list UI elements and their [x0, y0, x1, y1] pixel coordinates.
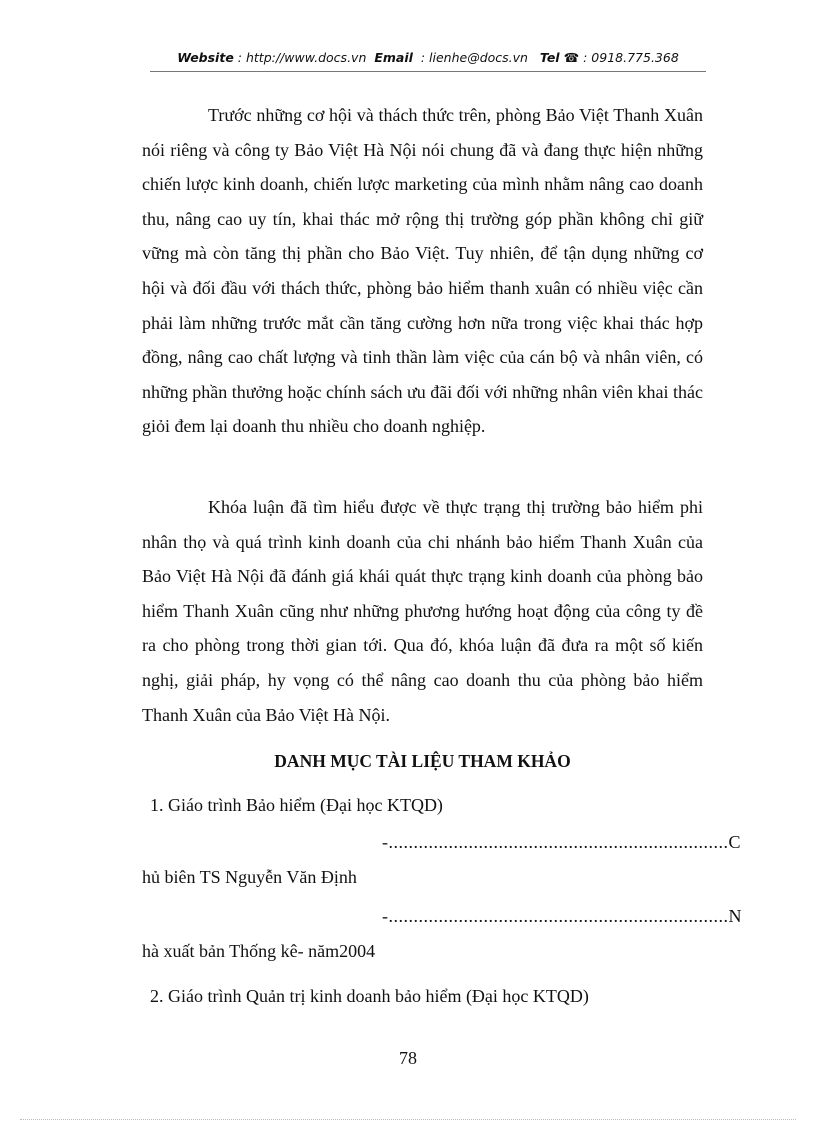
email-label: Email [374, 50, 413, 65]
header-divider [150, 71, 706, 72]
website-label: Website [177, 50, 234, 65]
paragraph-1-text: Trước những cơ hội và thách thức trên, phòng Bảo Việt Thanh Xuân nói riêng và công ty Bảo Việt Hà Nội nói chung đã và đang thực hiện những chiến lược kinh doanh, chiến lược marketing của mình nhằm nâng cao doanh thu, nâng cao uy tín, khai thác mở rộng thị trường góp phần không chỉ giữ vững mà còn tăng thị phần cho Bảo Việt. Tuy nhiên, để tận dụng những cơ hội và đối đầu với thách thức, phòng bảo hiểm thanh xuân có nhiều việc cần phải làm những trước mắt cần tăng cường hơn nữa trong việc khai thác hợp đồng, nâng cao chất lượng và tinh thần làm việc của cán bộ và nhân viên, có những phần thưởng hoặc chính sách ưu đãi đối với những nhân viên khai thác giỏi đem lại doanh thu nhiều cho doanh nghiệp. [142, 105, 703, 437]
conclusion-paragraph-1 [142, 98, 703, 444]
email-value: : lienhe@docs.vn [420, 50, 528, 65]
reference-item-1-dots: -....................................................................C [382, 832, 741, 852]
page-bottom-border [20, 1119, 796, 1120]
reference-item-1-editor: hủ biên TS Nguyễn Văn Định [142, 867, 357, 887]
page-number: 78 [399, 1048, 417, 1068]
tel-label: Tel [539, 50, 560, 65]
reference-item-1: 1. Giáo trình Bảo hiểm (Đại học KTQD) [150, 795, 443, 815]
reference-item-2: 2. Giáo trình Quản trị kinh doanh bảo hiểm (Đại học KTQD) [150, 986, 589, 1006]
conclusion-paragraph-2 [142, 490, 703, 732]
website-value: : http://www.docs.vn [237, 50, 367, 65]
paragraph-2-text: Khóa luận đã tìm hiểu được về thực trạng thị trường bảo hiểm phi nhân thọ và quá trình kinh doanh của chi nhánh bảo hiểm Thanh Xuân của Bảo Việt Hà Nội đã đánh giá khái quát thực trạng kinh doanh của phòng bảo hiểm Thanh Xuân cũng như những phương hướng hoạt động của công ty đề ra cho phòng trong thời gian tới. Qua đó, khóa luận đã đưa ra một số kiến nghị, giải pháp, hy vọng có thể nâng cao doanh thu của phòng bảo hiểm Thanh Xuân của Bảo Việt Hà Nội. [142, 497, 703, 725]
references-title: DANH MỤC TÀI LIỆU THAM KHẢO [274, 751, 571, 771]
reference-item-1-publisher: hà xuất bản Thống kê- năm2004 [142, 941, 376, 961]
reference-item-1-dots-2: -....................................................................N [382, 906, 742, 926]
tel-value: ☎ : 0918.775.368 [563, 50, 679, 65]
page-header [150, 50, 706, 65]
